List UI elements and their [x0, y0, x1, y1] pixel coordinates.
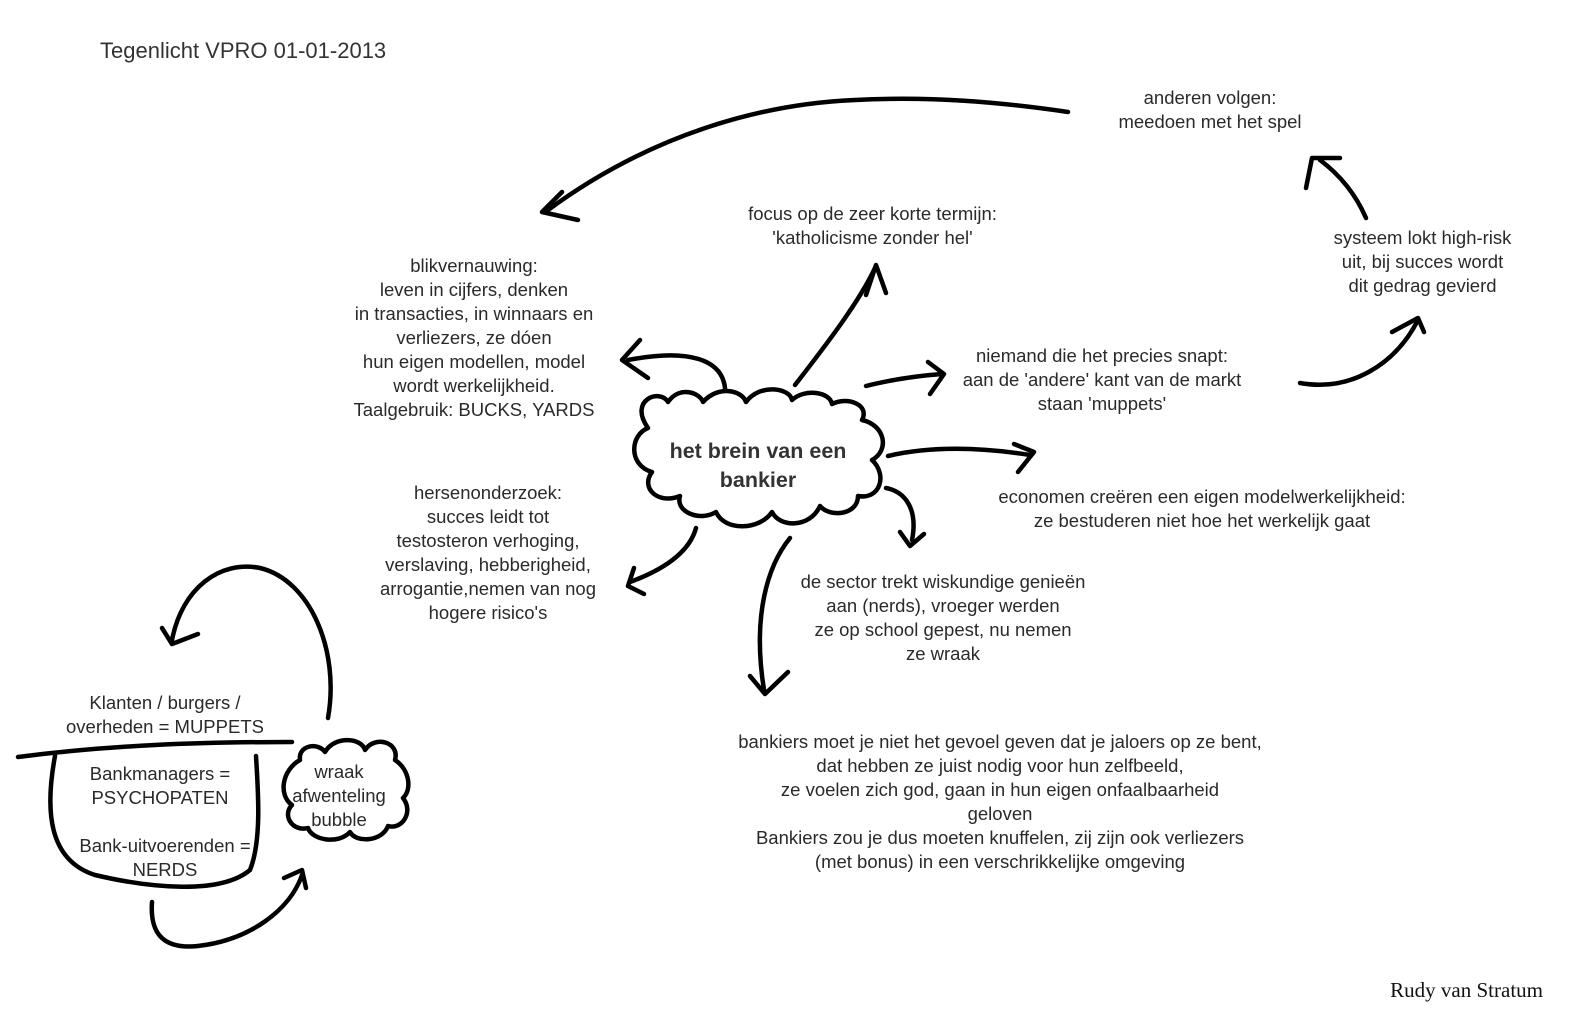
arrow-anderen-to-blik: [548, 99, 1068, 210]
node-bankiers: [710, 730, 1290, 874]
node-niemand: [942, 344, 1262, 416]
node-line: wordt werkelijkheid.: [393, 375, 555, 396]
node-line: afwenteling: [292, 785, 386, 806]
node-line: in transacties, in winnaars en: [354, 303, 594, 324]
arrow-center-to-economen: [888, 449, 1030, 456]
arrow-center-to-niemand: [866, 374, 942, 386]
node-line: verliezers, ze dóen: [396, 327, 552, 348]
node-systeem: [1310, 226, 1535, 298]
node-line: Bankiers zou je dus moeten knuffelen, zij zijn ook verliezers: [755, 827, 1245, 848]
node-line: dat hebben ze juist nodig voor hun zelfbeeld,: [816, 755, 1184, 776]
arrow-systeem-to-anderen: [1320, 160, 1366, 218]
node-line: (met bonus) in een verschrikkelijke omgeving: [814, 851, 1186, 872]
node-line: niemand die het precies snapt:: [976, 345, 1228, 366]
node-line: systeem lokt high-risk: [1333, 227, 1512, 248]
node-sector: [778, 570, 1108, 666]
node-line: ze op school gepest, nu nemen: [814, 619, 1072, 640]
arrowhead-box-to-wraak: [284, 870, 306, 888]
node-klanten: [50, 691, 280, 739]
node-line: ze voelen zich god, gaan in hun eigen onfaalbaarheid: [780, 779, 1220, 800]
node-uitvoerenden: [60, 834, 270, 882]
node-line: geloven: [967, 803, 1033, 824]
node-line: NERDS: [132, 859, 198, 880]
node-line: economen creëren een eigen modelwerkelijkheid:: [998, 486, 1406, 507]
center-node-label: [640, 437, 876, 495]
node-line: ze wraak: [905, 643, 981, 664]
node-line: dit gedrag gevierd: [1348, 275, 1497, 296]
arrowhead-center-to-bankiers: [750, 672, 788, 694]
node-line: hun eigen modellen, model: [362, 351, 586, 372]
node-line: verslaving, hebberigheid,: [385, 554, 591, 575]
node-line: bubble: [311, 809, 367, 830]
node-line: PSYCHOPATEN: [91, 787, 229, 808]
author-signature: Rudy van Stratum: [1390, 978, 1543, 1002]
node-wraak: [284, 760, 394, 832]
node-line: hogere risico's: [428, 602, 548, 623]
node-line: aan (nerds), vroeger werden: [826, 595, 1060, 616]
node-line: de sector trekt wiskundige genieën: [800, 571, 1086, 592]
node-focus: [700, 202, 1045, 250]
node-line: ze bestuderen niet hoe het werkelijk gaat: [1033, 510, 1371, 531]
arrowhead-niemand-to-systeem: [1392, 318, 1424, 332]
node-line: bankiers moet je niet het gevoel geven dat je jaloers op ze bent,: [738, 731, 1262, 752]
bank-box-separator: [18, 742, 292, 757]
node-line: succes leidt tot: [426, 506, 550, 527]
node-anderen: [1080, 86, 1340, 134]
node-hersen: [368, 481, 608, 625]
arrowhead-center-to-economen: [1014, 444, 1034, 472]
node-line: 'katholicisme zonder hel': [772, 227, 973, 248]
node-line: staan 'muppets': [1037, 393, 1167, 414]
node-line: testosteron verhoging,: [396, 530, 580, 551]
arrowhead-wraak-to-klanten: [162, 628, 198, 644]
node-line: anderen volgen:: [1143, 87, 1277, 108]
node-line: wraak: [314, 761, 364, 782]
node-line: aan de 'andere' kant van de markt: [962, 369, 1242, 390]
node-line: Klanten / burgers /: [89, 692, 241, 713]
arrowhead-center-to-focus: [866, 265, 886, 295]
arrow-center-to-focus: [795, 268, 875, 385]
node-line: meedoen met het spel: [1118, 111, 1302, 132]
node-line: overheden = MUPPETS: [66, 716, 264, 737]
node-economen: [972, 485, 1432, 533]
center-line: bankier: [719, 468, 797, 492]
node-line: Bank-uitvoerenden =: [79, 835, 251, 856]
node-line: Bankmanagers =: [89, 763, 231, 784]
node-line: focus op de zeer korte termijn:: [748, 203, 997, 224]
page-title: Tegenlicht VPRO 01-01-2013: [100, 38, 387, 63]
node-bankmanagers: [70, 762, 250, 810]
node-blik: [334, 254, 614, 422]
arrow-center-to-hersen: [630, 528, 696, 582]
node-line: Taalgebruik: BUCKS, YARDS: [353, 399, 595, 420]
arrowhead-anderen-to-blik: [542, 192, 578, 220]
node-line: hersenonderzoek:: [413, 482, 563, 503]
node-line: arrogantie,nemen van nog: [380, 578, 596, 599]
center-line: het brein van een: [669, 439, 847, 463]
node-line: uit, bij succes wordt: [1341, 251, 1504, 272]
node-line: leven in cijfers, denken: [379, 279, 569, 300]
node-line: blikvernauwing:: [410, 255, 538, 276]
